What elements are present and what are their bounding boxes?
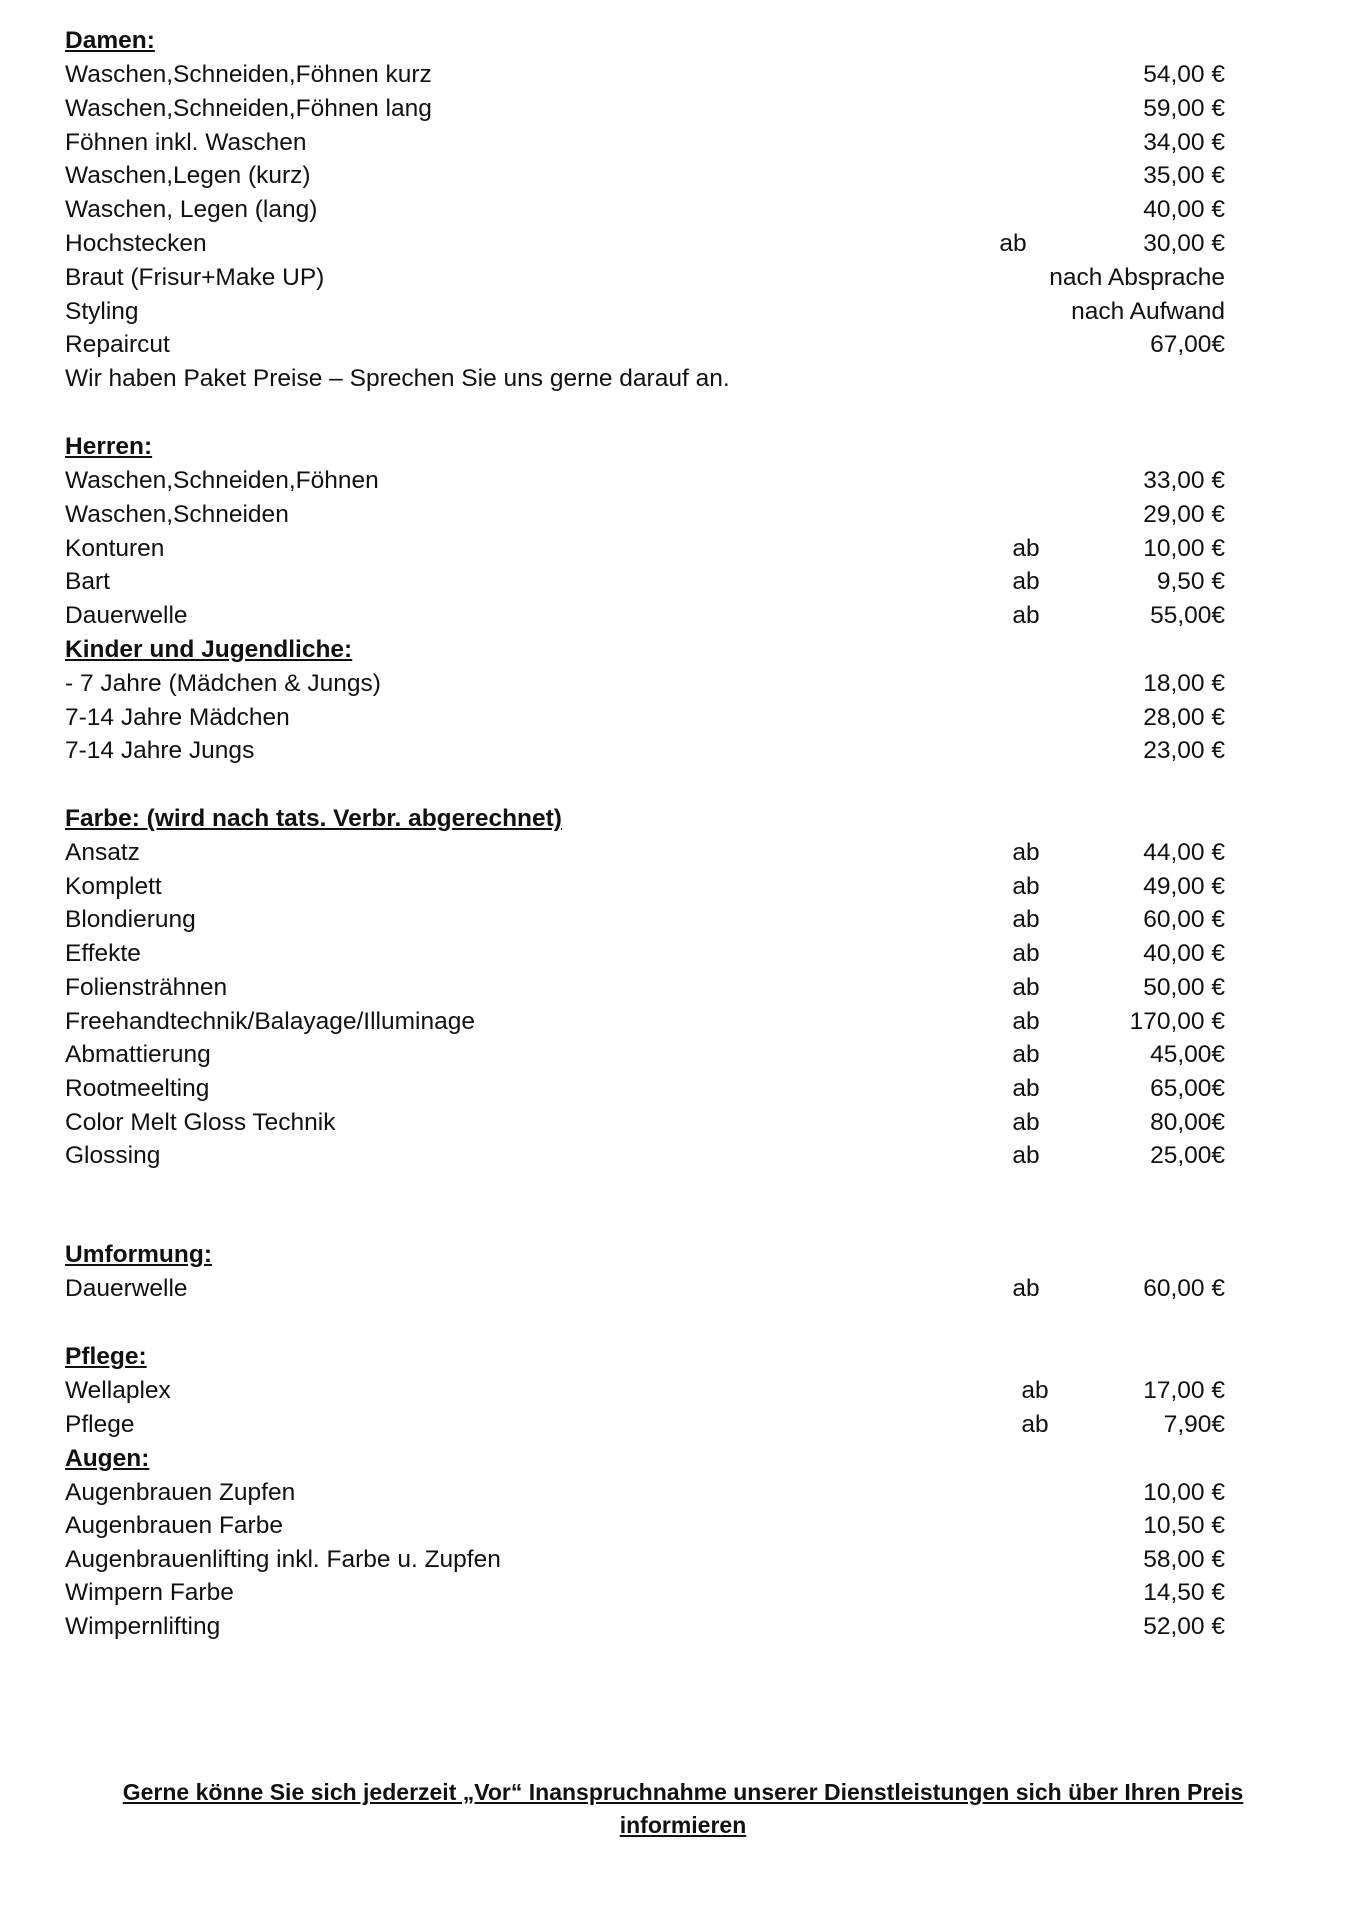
section-heading: Umformung: [65,1241,212,1268]
price-value: 52,00 € [1143,1613,1225,1640]
from-price-marker: ab [1012,906,1040,933]
price-value: 35,00 € [1143,162,1225,189]
price-row [65,1509,1225,1543]
service-label: Wellaplex [65,1377,171,1404]
service-label: Braut (Frisur+Make UP) [65,264,325,291]
service-label: Pflege [65,1411,135,1438]
from-price-marker: ab [1012,873,1040,900]
price-row [65,870,1225,904]
from-price-marker: ab [1012,535,1040,562]
price-row [65,261,1225,295]
service-label: 7-14 Jahre Mädchen [65,704,290,731]
price-value: 67,00€ [1150,331,1225,358]
price-value: 60,00 € [1143,906,1225,933]
price-value: 44,00 € [1143,839,1225,866]
service-label: Ansatz [65,839,140,866]
price-row [65,295,1225,329]
price-row [65,836,1225,870]
from-price-marker: ab [1021,1411,1049,1438]
service-label: Föhnen inkl. Waschen [65,129,307,156]
price-row [65,58,1225,92]
price-row [65,1038,1225,1072]
price-row [65,1139,1225,1173]
price-value: 28,00 € [1143,704,1225,731]
price-row [65,937,1225,971]
from-price-marker: ab [1012,1041,1040,1068]
from-price-marker: ab [999,230,1027,257]
price-value: 34,00 € [1143,129,1225,156]
from-price-marker: ab [1012,839,1040,866]
service-label: Repaircut [65,331,170,358]
price-row [65,1106,1225,1140]
price-row [65,903,1225,937]
service-label: Blondierung [65,906,196,933]
price-row [65,1476,1225,1510]
service-label: Freehandtechnik/Balayage/Illuminage [65,1008,475,1035]
service-label: 7-14 Jahre Jungs [65,737,255,764]
service-label: Hochstecken [65,230,207,257]
price-value: 17,00 € [1143,1377,1225,1404]
price-value: 10,00 € [1143,535,1225,562]
from-price-marker: ab [1012,602,1040,629]
price-value: 59,00 € [1143,95,1225,122]
price-value: 10,00 € [1143,1479,1225,1506]
price-value: nach Aufwand [1071,298,1225,325]
price-row [65,498,1225,532]
service-label: Effekte [65,940,141,967]
price-row [65,1576,1225,1610]
price-value: 7,90€ [1163,1411,1225,1438]
price-value: 60,00 € [1143,1275,1225,1302]
service-label: Komplett [65,873,162,900]
price-value: 14,50 € [1143,1579,1225,1606]
service-label: Dauerwelle [65,602,188,629]
service-label: Glossing [65,1142,161,1169]
section-heading: Farbe: (wird nach tats. Verbr. abgerechnet) [65,805,562,832]
price-value: 30,00 € [1143,230,1225,257]
service-label: Waschen,Schneiden,Föhnen lang [65,95,432,122]
service-label: Color Melt Gloss Technik [65,1109,336,1136]
price-value: 49,00 € [1143,873,1225,900]
service-label: Bart [65,568,110,595]
service-label: Augenbrauen Zupfen [65,1479,296,1506]
price-value: 18,00 € [1143,670,1225,697]
price-row [65,328,1225,362]
footer-note-line-1: Gerne könne Sie sich jederzeit „Vor“ Inanspruchnahme unserer Dienstleistungen sich über Ihren Preis [122,1779,1244,1805]
price-row [65,227,1225,261]
service-label: Waschen,Legen (kurz) [65,162,311,189]
price-row [65,1610,1225,1644]
price-row [65,565,1225,599]
service-label: - 7 Jahre (Mädchen & Jungs) [65,670,381,697]
service-label: Waschen,Schneiden,Föhnen [65,467,379,494]
service-label: Augenbrauen Farbe [65,1512,283,1539]
price-row [65,734,1225,768]
price-row [65,1072,1225,1106]
service-label: Waschen,Schneiden [65,501,289,528]
price-value: 65,00€ [1150,1075,1225,1102]
price-row [65,464,1225,498]
price-value: 45,00€ [1150,1041,1225,1068]
from-price-marker: ab [1012,1109,1040,1136]
price-value: 55,00€ [1150,602,1225,629]
service-label: Rootmeelting [65,1075,210,1102]
from-price-marker: ab [1021,1377,1049,1404]
section-heading: Herren: [65,433,153,460]
price-value: 23,00 € [1143,737,1225,764]
price-row [65,1408,1225,1442]
service-label: Dauerwelle [65,1275,188,1302]
from-price-marker: ab [1012,940,1040,967]
price-row [65,971,1225,1005]
service-label: Styling [65,298,139,325]
price-row [65,667,1225,701]
price-row [65,126,1225,160]
from-price-marker: ab [1012,1275,1040,1302]
service-label: Konturen [65,535,165,562]
price-value: nach Absprache [1049,264,1225,291]
section-heading: Damen: [65,27,155,54]
price-value: 10,50 € [1143,1512,1225,1539]
price-value: 170,00 € [1129,1008,1225,1035]
price-row [65,599,1225,633]
price-value: 29,00 € [1143,501,1225,528]
price-row [65,92,1225,126]
service-label: Waschen,Schneiden,Föhnen kurz [65,61,432,88]
service-label: Wimpern Farbe [65,1579,234,1606]
service-label: Augenbrauenlifting inkl. Farbe u. Zupfen [65,1546,501,1573]
service-label: Waschen, Legen (lang) [65,196,318,223]
price-value: 54,00 € [1143,61,1225,88]
price-value: 9,50 € [1156,568,1225,595]
from-price-marker: ab [1012,1075,1040,1102]
price-value: 50,00 € [1143,974,1225,1001]
from-price-marker: ab [1012,1142,1040,1169]
price-row [65,532,1225,566]
from-price-marker: ab [1012,1008,1040,1035]
price-row [65,193,1225,227]
price-row [65,1543,1225,1577]
section-heading: Augen: [65,1445,150,1472]
footer-note-line-2: informieren [619,1812,747,1838]
price-value: 40,00 € [1143,940,1225,967]
from-price-marker: ab [1012,568,1040,595]
section-heading: Pflege: [65,1343,147,1370]
service-label: Abmattierung [65,1041,211,1068]
service-label: Wimpernlifting [65,1613,221,1640]
price-row [65,1005,1225,1039]
price-row [65,159,1225,193]
service-label: Wir haben Paket Preise – Sprechen Sie uns gerne darauf an. [65,365,730,392]
price-row [65,362,1225,396]
price-row [65,1272,1225,1306]
price-value: 80,00€ [1150,1109,1225,1136]
price-row [65,701,1225,735]
price-row [65,1374,1225,1408]
service-label: Foliensträhnen [65,974,228,1001]
price-value: 33,00 € [1143,467,1225,494]
price-value: 40,00 € [1143,196,1225,223]
section-heading: Kinder und Jugendliche: [65,636,353,663]
from-price-marker: ab [1012,974,1040,1001]
price-value: 58,00 € [1143,1546,1225,1573]
price-value: 25,00€ [1150,1142,1225,1169]
